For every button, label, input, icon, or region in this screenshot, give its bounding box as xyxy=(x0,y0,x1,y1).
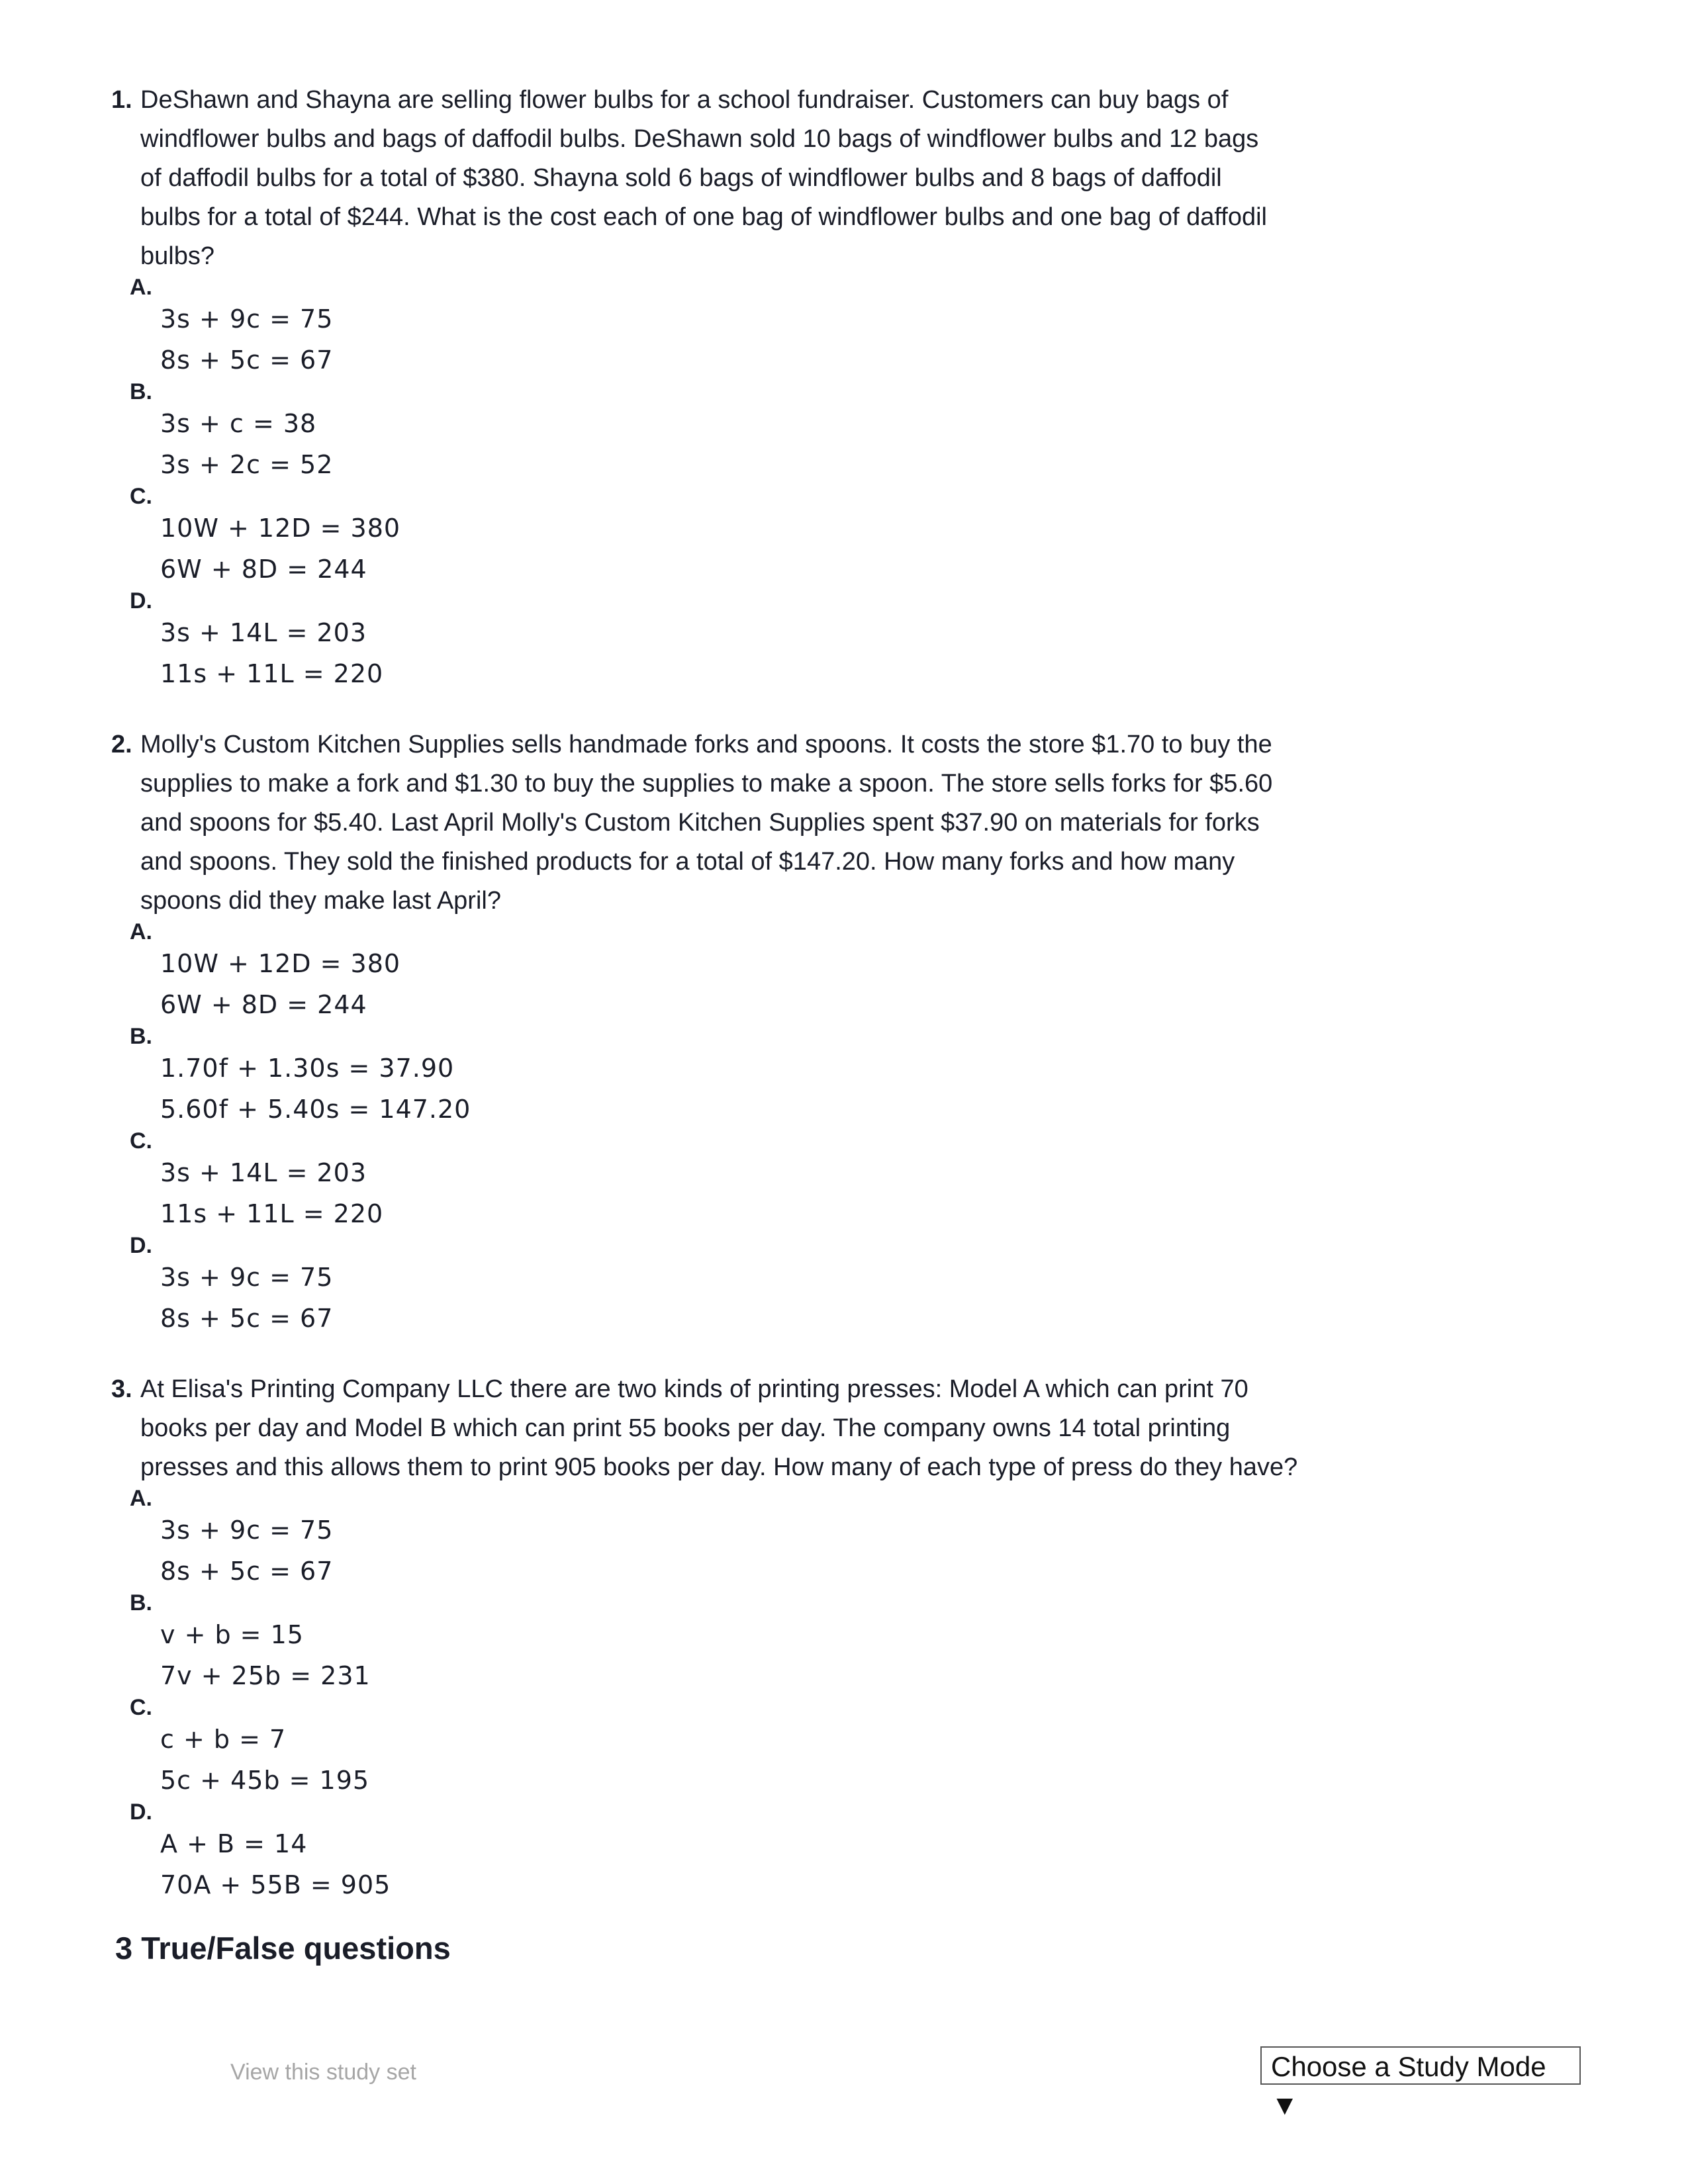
equation-2: 6W + 8D = 244 xyxy=(160,990,367,1019)
option-a[interactable] xyxy=(130,276,1342,381)
equation-1: 3s + c = 38 xyxy=(160,409,317,438)
equation-2: 8s + 5c = 67 xyxy=(160,1557,334,1586)
option-c[interactable] xyxy=(130,1696,1342,1801)
option-b[interactable] xyxy=(130,1592,1342,1696)
option-letter: D. xyxy=(130,1233,152,1258)
equation-1: 3s + 9c = 75 xyxy=(160,1263,334,1292)
equation-1: 3s + 14L = 203 xyxy=(160,1158,367,1187)
study-mode-dropdown[interactable]: Choose a Study Mode ▼ xyxy=(1260,2046,1581,2085)
option-letter: B. xyxy=(130,379,152,404)
equation-1: 3s + 9c = 75 xyxy=(160,304,334,334)
question-number: 3. xyxy=(111,1375,132,1403)
option-a[interactable] xyxy=(130,921,1342,1025)
answer-options xyxy=(130,921,1342,1339)
option-c[interactable] xyxy=(130,485,1342,590)
question-3 xyxy=(111,1370,1342,1905)
option-letter: C. xyxy=(130,1128,152,1154)
option-d[interactable] xyxy=(130,1801,1342,1905)
equation-2: 11s + 11L = 220 xyxy=(160,1199,384,1228)
option-letter: B. xyxy=(130,1024,152,1049)
equation-1: 3s + 9c = 75 xyxy=(160,1516,334,1545)
question-text: Molly's Custom Kitchen Supplies sells handmade forks and spoons. It costs the store $1.70 to buy the supplies to make a fork and $1.30 to buy the supplies to make a spoon. The store sells forks for $5.60 and spoons for $5.40. Last April Molly's Custom Kitchen Supplies spent $37.90 on materials for forks and spoons. They sold the finished products for a total of $147.20. How many forks and how many spoons did they make last April? xyxy=(140,731,1273,915)
answer-options xyxy=(130,276,1342,694)
equation-1: 3s + 14L = 203 xyxy=(160,618,367,647)
equation-2: 6W + 8D = 244 xyxy=(160,555,367,584)
question-2 xyxy=(111,725,1342,1339)
equation-1: 1.70f + 1.30s = 37.90 xyxy=(160,1054,455,1083)
option-letter: A. xyxy=(130,1486,152,1511)
option-letter: A. xyxy=(130,919,152,944)
option-letter: C. xyxy=(130,1695,152,1720)
equation-2: 11s + 11L = 220 xyxy=(160,659,384,688)
equation-1: 10W + 12D = 380 xyxy=(160,949,401,978)
option-d[interactable] xyxy=(130,590,1342,694)
equation-1: 10W + 12D = 380 xyxy=(160,514,401,543)
question-text: At Elisa's Printing Company LLC there are two kinds of printing presses: Model A which can print 70 books per day and Model B which can print 55 books per day. The company owns 14 total printing presses and this allows them to print 905 books per day. How many of each type of press do they have? xyxy=(140,1375,1298,1481)
question-number: 1. xyxy=(111,86,132,114)
equation-2: 8s + 5c = 67 xyxy=(160,1304,334,1333)
option-letter: D. xyxy=(130,588,152,614)
option-letter: A. xyxy=(130,275,152,300)
equation-2: 5.60f + 5.40s = 147.20 xyxy=(160,1095,471,1124)
equation-2: 7v + 25b = 231 xyxy=(160,1661,371,1690)
equation-1: c + b = 7 xyxy=(160,1725,287,1754)
option-c[interactable] xyxy=(130,1130,1342,1234)
equation-1: v + b = 15 xyxy=(160,1620,304,1649)
section-heading: 3 True/False questions xyxy=(115,1931,451,1966)
option-a[interactable] xyxy=(130,1487,1342,1592)
option-b[interactable] xyxy=(130,381,1342,485)
equation-2: 3s + 2c = 52 xyxy=(160,450,334,479)
option-letter: C. xyxy=(130,484,152,509)
equation-2: 5c + 45b = 195 xyxy=(160,1766,370,1795)
question-1 xyxy=(111,81,1342,694)
option-d[interactable] xyxy=(130,1234,1342,1339)
option-b[interactable] xyxy=(130,1025,1342,1130)
question-text: DeShawn and Shayna are selling flower bulbs for a school fundraiser. Customers can buy bags of windflower bulbs and bags of daffodil bulbs. DeShawn sold 10 bags of windflower bulbs and 12 bags of daffodil bulbs for a total of $380. Shayna sold 6 bags of windflower bulbs and 8 bags of daffodil bulbs for a total of $244. What is the cost each of one bag of windflower bulbs and one bag of daffodil bulbs? xyxy=(140,86,1267,270)
equation-1: A + B = 14 xyxy=(160,1829,308,1858)
answer-options xyxy=(130,1487,1342,1905)
option-letter: B. xyxy=(130,1590,152,1615)
question-number: 2. xyxy=(111,731,132,758)
view-study-set-link[interactable]: View this study set xyxy=(230,2060,416,2085)
option-letter: D. xyxy=(130,1799,152,1825)
equation-2: 8s + 5c = 67 xyxy=(160,345,334,375)
equation-2: 70A + 55B = 905 xyxy=(160,1870,391,1899)
